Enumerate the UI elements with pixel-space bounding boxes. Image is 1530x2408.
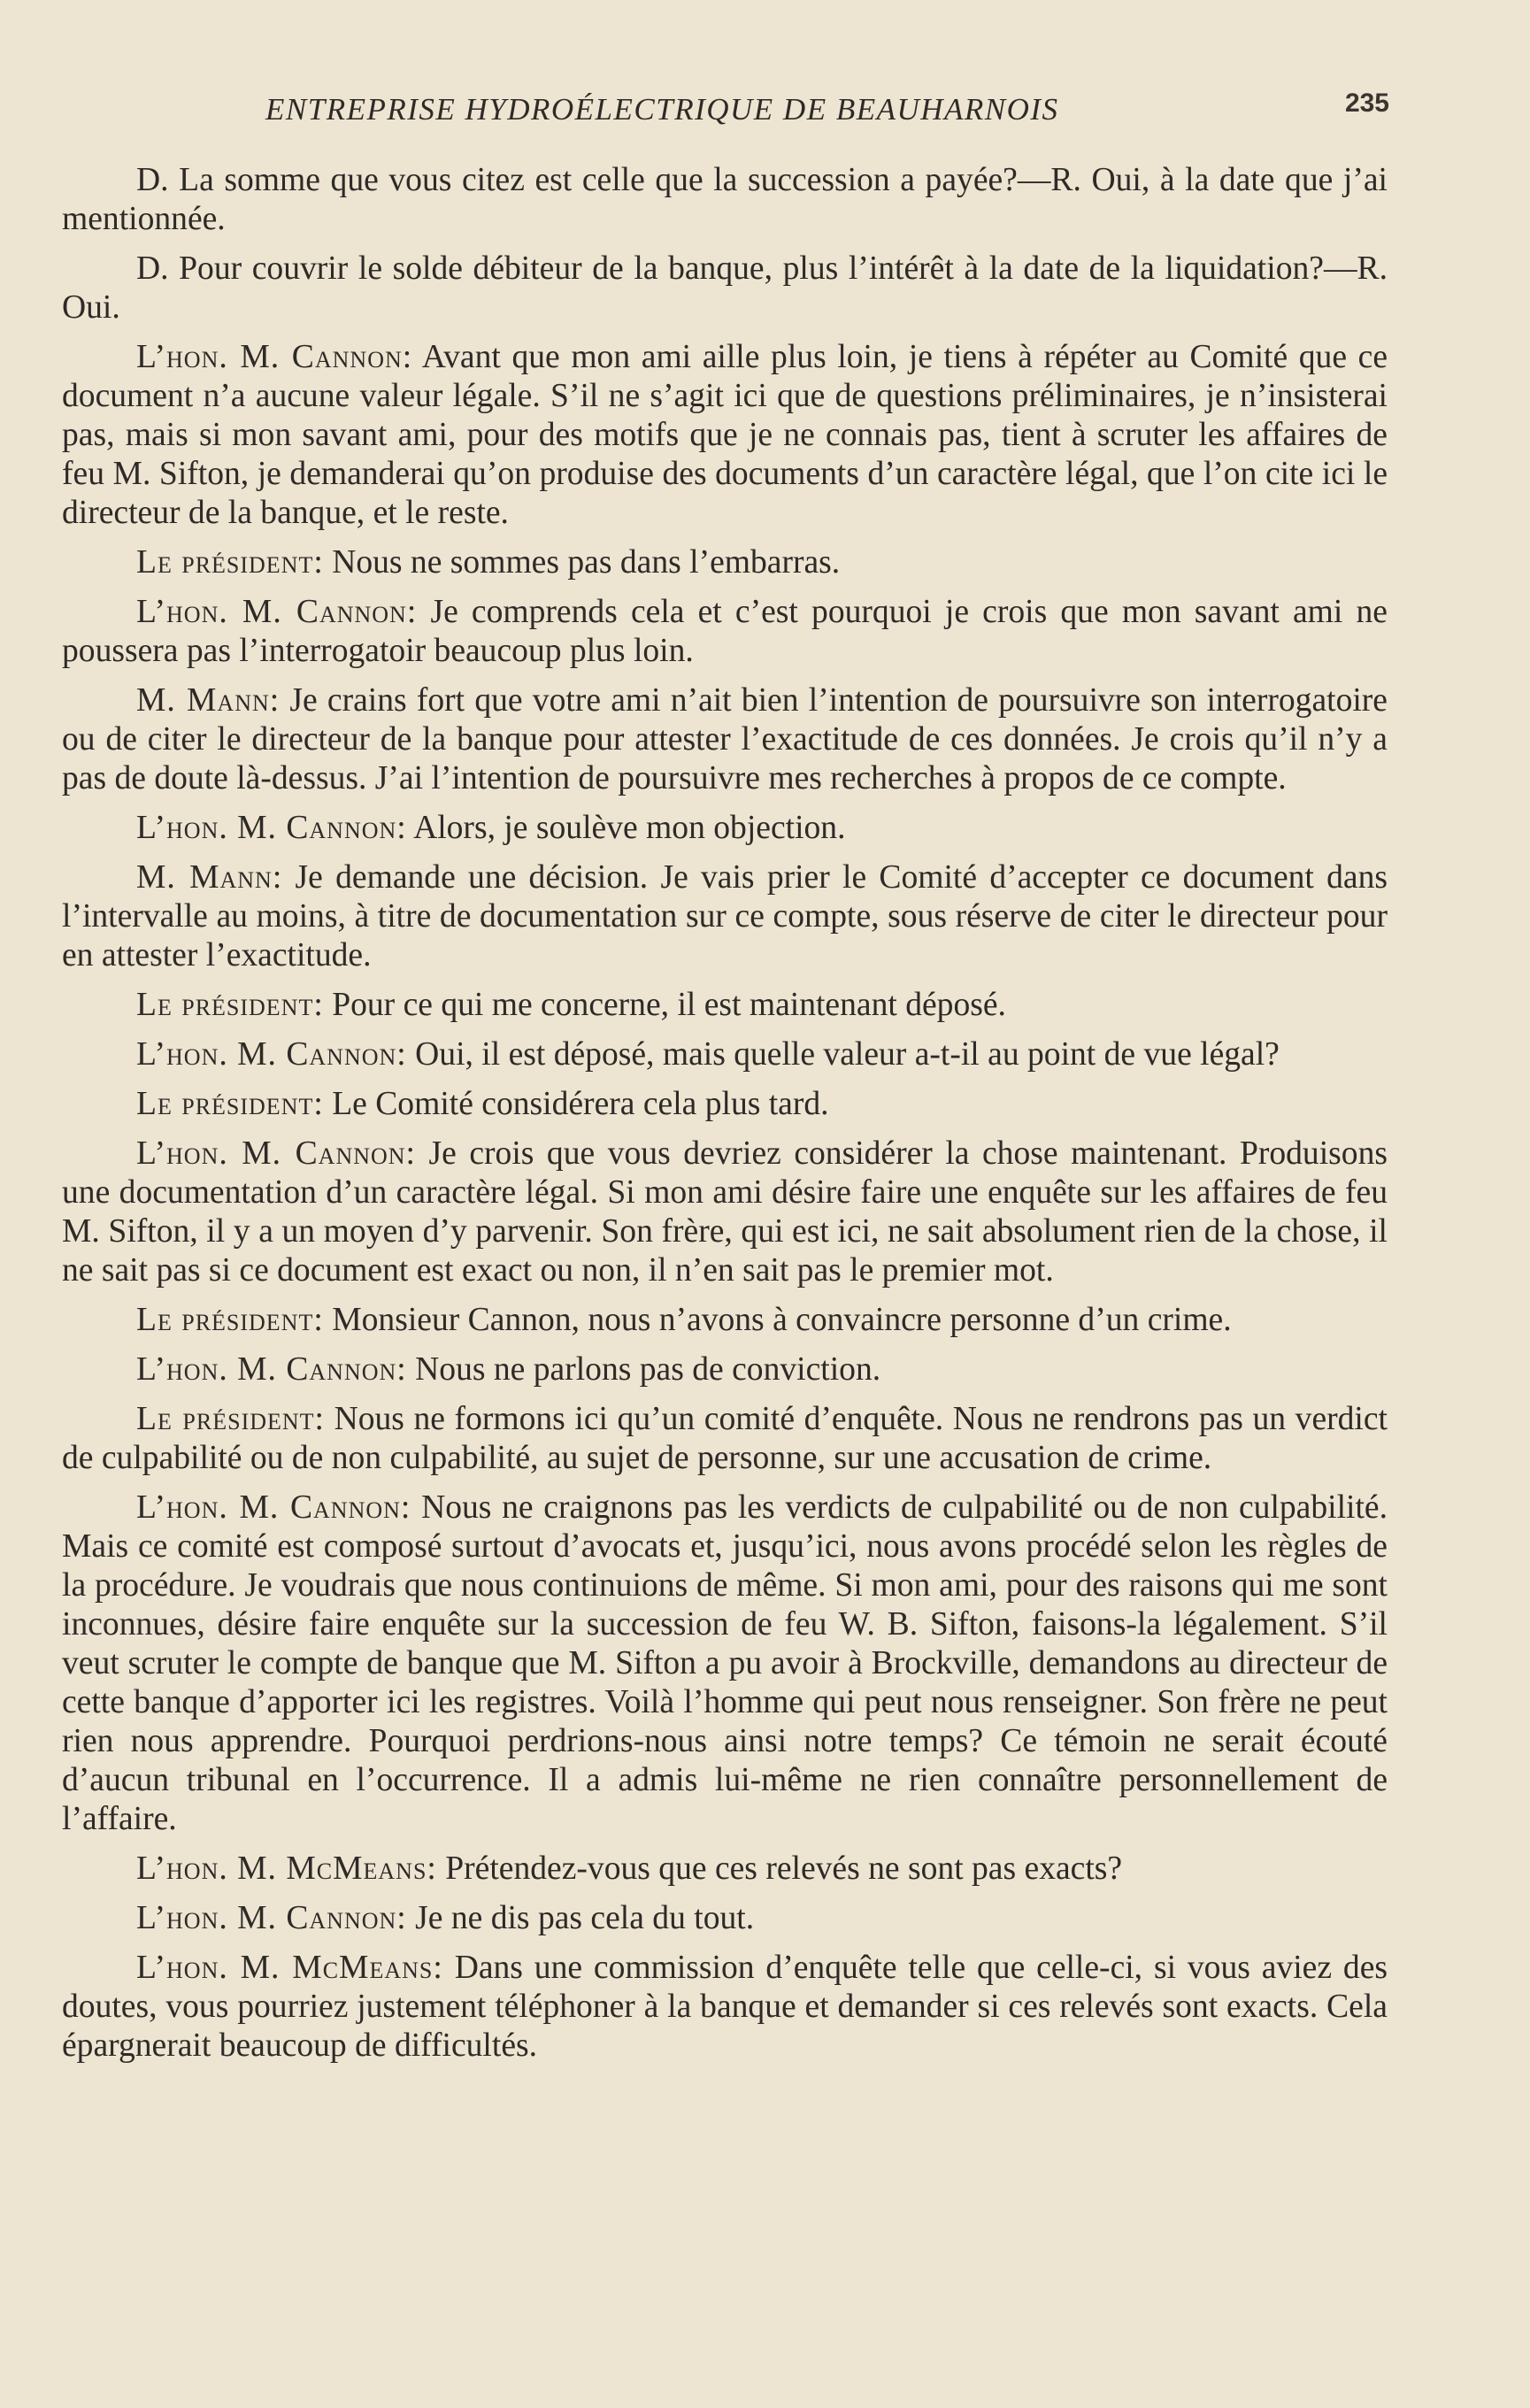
paragraph <box>62 1400 1388 1478</box>
paragraph-text: D. La somme que vous citez est celle que la succession a payée?—R. Oui, à la date que j’ai mentionnée. <box>62 162 1388 237</box>
paragraph-text: Nous ne craignons pas les verdicts de culpabilité ou de non culpabilité. Mais ce comité est composé surtout d’avocats et, jusqu’ici, nous avons procédé selon les règles de la procédure. Je voudrais que nous continuions de même. Si mon ami, pour des raisons qui me sont inconnues, désire faire enquête sur la succession de feu W. B. Sifton, faisons-la légalement. S’il veut scruter le compte de banque que M. Sifton a pu avoir à Brockville, demandons au directeur de cette banque d’apporter ici les registres. Voilà l’homme qui peut nous renseigner. Son frère ne peut rien nous apprendre. Pourquoi perdrions-nous ainsi notre temps? Ce témoin ne serait écouté d’aucun tribunal en l’occurrence. Il a admis lui-même ne rien connaître personnellement de l’affaire. <box>62 1489 1388 1837</box>
paragraph <box>62 1035 1388 1074</box>
running-title: ENTREPRISE HYDROÉLECTRIQUE DE BEAUHARNOIS <box>265 92 1059 127</box>
running-head <box>62 85 1389 138</box>
speaker: L’hon. M. Cannon: <box>136 810 407 846</box>
paragraph <box>62 1350 1388 1389</box>
speaker: Le président: <box>136 1302 324 1338</box>
paragraph <box>62 1301 1388 1340</box>
paragraph-text: Je crois que vous devriez considérer la chose maintenant. Produisons une documentation d’un caractère légal. Si mon ami désire faire une enquête sur les affaires de feu M. Sifton, il y a un moyen d’y parvenir. Son frère, qui est ici, ne sait absolument rien de la chose, il ne sait pas si ce document est exact ou non, il n’en sait pas le premier mot. <box>62 1135 1388 1289</box>
speaker: L’hon. M. Cannon: <box>136 1036 407 1073</box>
page-number: 235 <box>1344 88 1389 118</box>
paragraph-text: Je demande une décision. Je vais prier le Comité d’accepter ce document dans l’intervalle au moins, à titre de documentation sur ce compte, sous réserve de citer le directeur pour en attester l’exactitude. <box>62 859 1388 973</box>
paragraph <box>62 338 1388 533</box>
paragraph <box>62 1135 1388 1290</box>
paragraph-text: Oui, il est déposé, mais quelle valeur a-t-il au point de vue légal? <box>415 1036 1280 1073</box>
speaker: Le président: <box>136 1401 325 1437</box>
paragraph-text: Nous ne parlons pas de conviction. <box>415 1351 881 1388</box>
speaker: L’hon. M. Cannon: <box>136 594 418 630</box>
paragraph <box>62 1489 1388 1839</box>
paragraph <box>62 681 1388 798</box>
speaker: Le président: <box>136 1086 324 1122</box>
speaker: L’hon. M. Cannon: <box>136 1351 407 1388</box>
paragraph <box>62 1949 1388 2066</box>
speaker: L’hon. M. McMeans: <box>136 1950 443 1986</box>
paragraph-text: Dans une commission d’enquête telle que celle-ci, si vous aviez des doutes, vous pourriez justement téléphoner à la banque et demander si ces relevés sont exacts. Cela épargnerait beaucoup de difficultés. <box>62 1950 1388 2064</box>
paragraph <box>62 1085 1388 1124</box>
paragraph-text: Monsieur Cannon, nous n’avons à convaincre personne d’un crime. <box>332 1302 1232 1338</box>
paragraph <box>62 543 1388 582</box>
speaker: L’hon. M. Cannon: <box>136 1135 416 1172</box>
paragraph-text: D. Pour couvrir le solde débiteur de la banque, plus l’intérêt à la date de la liquidation?—R. Oui. <box>62 250 1388 326</box>
speaker: L’hon. M. Cannon: <box>136 1489 411 1526</box>
paragraph <box>62 593 1388 671</box>
speaker: M. Mann: <box>136 859 283 896</box>
paragraph-text: Pour ce qui me concerne, il est maintenant déposé. <box>332 987 1006 1023</box>
paragraph-text: Je ne dis pas cela du tout. <box>415 1900 755 1936</box>
paragraph <box>62 809 1388 848</box>
paragraph-text: Prétendez-vous que ces relevés ne sont pas exacts? <box>445 1850 1123 1887</box>
paragraph <box>62 1850 1388 1889</box>
speaker: L’hon. M. Cannon: <box>136 1900 407 1936</box>
speaker: M. Mann: <box>136 682 281 719</box>
paragraph-text: Alors, je soulève mon objection. <box>413 810 846 846</box>
paragraph-text: Je comprends cela et c’est pourquoi je crois que mon savant ami ne poussera pas l’interrogatoir beaucoup plus loin. <box>62 594 1388 669</box>
paragraph-text: Nous ne sommes pas dans l’embarras. <box>332 544 841 581</box>
paragraph <box>62 161 1388 239</box>
paragraph <box>62 250 1388 327</box>
speaker: Le président: <box>136 987 324 1023</box>
paragraph-text: Avant que mon ami aille plus loin, je tiens à répéter au Comité que ce document n’a aucune valeur légale. S’il ne s’agit ici que de questions préliminaires, je n’insisterai pas, mais si mon savant ami, pour des motifs que je ne connais pas, tient à scruter les affaires de feu M. Sifton, je demanderai qu’on produise des documents d’un caractère légal, que l’on cite ici le directeur de la banque, et le reste. <box>62 339 1388 531</box>
paragraph <box>62 986 1388 1025</box>
speaker: L’hon. M. Cannon: <box>136 339 413 375</box>
paragraph <box>62 858 1388 975</box>
speaker: L’hon. M. McMeans: <box>136 1850 437 1887</box>
paragraph-text: Je crains fort que votre ami n’ait bien l’intention de poursuivre son interrogatoire ou de citer le directeur de la banque pour attester l’exactitude de ces données. Je crois qu’il n’y a pas de doute là-dessus. J’ai l’intention de poursuivre mes recherches à propos de ce compte. <box>62 682 1388 796</box>
text-column <box>62 161 1388 2076</box>
paragraph-text: Le Comité considérera cela plus tard. <box>332 1086 829 1122</box>
paragraph-text: Nous ne formons ici qu’un comité d’enquête. Nous ne rendrons pas un verdict de culpabilité ou de non culpabilité, au sujet de personne, sur une accusation de crime. <box>62 1401 1388 1476</box>
paragraph <box>62 1899 1388 1938</box>
speaker: Le président: <box>136 544 324 581</box>
